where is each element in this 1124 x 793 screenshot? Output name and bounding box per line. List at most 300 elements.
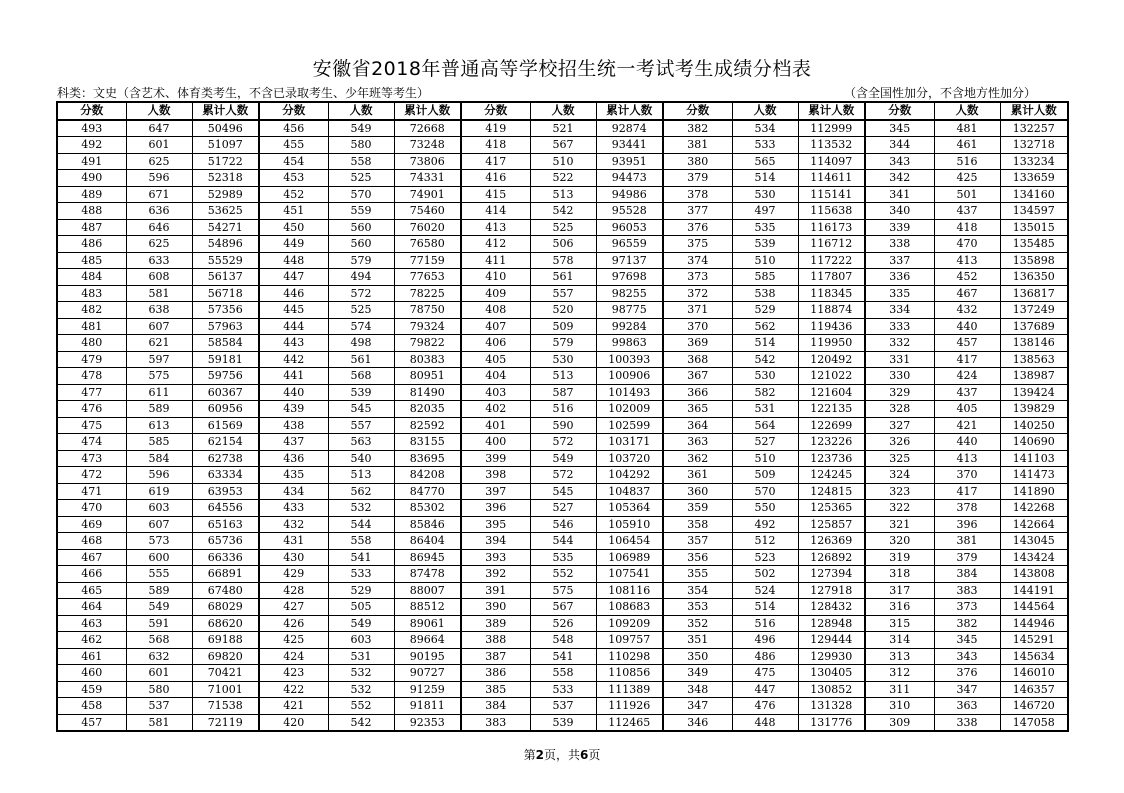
table-cell: 115141 — [798, 186, 865, 203]
table-cell: 83695 — [394, 450, 461, 467]
table-cell: 585 — [126, 434, 192, 451]
table-cell: 146720 — [1000, 698, 1068, 715]
table-cell: 561 — [328, 351, 394, 368]
table-cell: 361 — [663, 467, 732, 484]
table-cell: 347 — [663, 698, 732, 715]
table-cell: 82035 — [394, 401, 461, 418]
table-cell: 529 — [328, 582, 394, 599]
table-cell: 370 — [663, 318, 732, 335]
table-cell: 463 — [57, 615, 126, 632]
table-cell: 549 — [530, 450, 596, 467]
table-cell: 345 — [934, 632, 1000, 649]
table-cell: 383 — [934, 582, 1000, 599]
table-cell: 80951 — [394, 368, 461, 385]
table-cell: 597 — [126, 351, 192, 368]
table-cell: 349 — [663, 665, 732, 682]
table-cell: 102599 — [596, 417, 663, 434]
table-cell: 143045 — [1000, 533, 1068, 550]
table-cell: 398 — [461, 467, 530, 484]
table-row — [57, 582, 1068, 599]
table-cell: 561 — [530, 269, 596, 286]
table-cell: 137249 — [1000, 302, 1068, 319]
table-cell: 560 — [328, 236, 394, 253]
table-cell: 531 — [732, 401, 798, 418]
table-cell: 124815 — [798, 483, 865, 500]
table-row — [57, 186, 1068, 203]
table-cell: 405 — [934, 401, 1000, 418]
table-cell: 607 — [126, 318, 192, 335]
table-cell: 529 — [732, 302, 798, 319]
table-cell: 391 — [461, 582, 530, 599]
table-cell: 509 — [732, 467, 798, 484]
table-cell: 542 — [328, 714, 394, 731]
table-cell: 445 — [259, 302, 328, 319]
table-cell: 603 — [126, 500, 192, 517]
table-cell: 526 — [530, 615, 596, 632]
table-cell: 585 — [732, 269, 798, 286]
table-cell: 472 — [57, 467, 126, 484]
table-cell: 425 — [259, 632, 328, 649]
table-cell: 425 — [934, 170, 1000, 187]
table-cell: 131776 — [798, 714, 865, 731]
table-cell: 83155 — [394, 434, 461, 451]
table-cell: 117222 — [798, 252, 865, 269]
table-cell: 381 — [663, 137, 732, 154]
table-cell: 392 — [461, 566, 530, 583]
table-cell: 428 — [259, 582, 328, 599]
table-cell: 492 — [57, 137, 126, 154]
table-cell: 552 — [530, 566, 596, 583]
table-cell: 61569 — [192, 417, 259, 434]
column-header: 累计人数 — [596, 102, 663, 120]
table-cell: 549 — [328, 120, 394, 137]
column-header: 人数 — [530, 102, 596, 120]
table-cell: 133234 — [1000, 153, 1068, 170]
table-cell: 310 — [865, 698, 934, 715]
table-cell: 72119 — [192, 714, 259, 731]
table-cell: 376 — [663, 219, 732, 236]
table-cell: 444 — [259, 318, 328, 335]
column-header: 人数 — [126, 102, 192, 120]
table-cell: 368 — [663, 351, 732, 368]
table-row — [57, 203, 1068, 220]
table-cell: 525 — [328, 302, 394, 319]
table-cell: 338 — [934, 714, 1000, 731]
table-cell: 378 — [934, 500, 1000, 517]
table-cell: 552 — [328, 698, 394, 715]
table-cell: 68029 — [192, 599, 259, 616]
column-header: 人数 — [328, 102, 394, 120]
table-cell: 505 — [328, 599, 394, 616]
table-cell: 103171 — [596, 434, 663, 451]
table-cell: 448 — [259, 252, 328, 269]
table-cell: 93441 — [596, 137, 663, 154]
table-cell: 102009 — [596, 401, 663, 418]
table-row — [57, 450, 1068, 467]
table-cell: 108116 — [596, 582, 663, 599]
table-cell: 452 — [934, 269, 1000, 286]
table-cell: 99863 — [596, 335, 663, 352]
table-row — [57, 285, 1068, 302]
table-cell: 459 — [57, 681, 126, 698]
table-cell: 143424 — [1000, 549, 1068, 566]
table-cell: 581 — [126, 285, 192, 302]
table-cell: 461 — [57, 648, 126, 665]
table-cell: 350 — [663, 648, 732, 665]
table-cell: 73806 — [394, 153, 461, 170]
table-cell: 91259 — [394, 681, 461, 698]
table-cell: 316 — [865, 599, 934, 616]
table-cell: 441 — [259, 368, 328, 385]
table-cell: 432 — [934, 302, 1000, 319]
table-cell: 496 — [732, 632, 798, 649]
table-cell: 85302 — [394, 500, 461, 517]
table-cell: 531 — [328, 648, 394, 665]
table-cell: 138987 — [1000, 368, 1068, 385]
table-cell: 523 — [732, 549, 798, 566]
table-cell: 357 — [663, 533, 732, 550]
table-cell: 575 — [126, 368, 192, 385]
table-cell: 380 — [663, 153, 732, 170]
table-cell: 550 — [732, 500, 798, 517]
table-cell: 132257 — [1000, 120, 1068, 137]
table-cell: 480 — [57, 335, 126, 352]
table-row — [57, 368, 1068, 385]
table-cell: 563 — [328, 434, 394, 451]
page-footer — [0, 746, 1124, 763]
table-cell: 320 — [865, 533, 934, 550]
table-cell: 457 — [57, 714, 126, 731]
table-cell: 144191 — [1000, 582, 1068, 599]
table-cell: 144946 — [1000, 615, 1068, 632]
table-cell: 458 — [57, 698, 126, 715]
table-row — [57, 351, 1068, 368]
table-cell: 557 — [530, 285, 596, 302]
table-cell: 109209 — [596, 615, 663, 632]
table-cell: 128432 — [798, 599, 865, 616]
table-cell: 580 — [126, 681, 192, 698]
table-cell: 124245 — [798, 467, 865, 484]
table-cell: 475 — [57, 417, 126, 434]
table-cell: 406 — [461, 335, 530, 352]
table-cell: 438 — [259, 417, 328, 434]
table-cell: 379 — [663, 170, 732, 187]
column-header: 分数 — [461, 102, 530, 120]
table-cell: 373 — [934, 599, 1000, 616]
score-distribution-table — [56, 101, 1069, 732]
table-cell: 384 — [934, 566, 1000, 583]
table-cell: 311 — [865, 681, 934, 698]
table-cell: 132718 — [1000, 137, 1068, 154]
table-cell: 120492 — [798, 351, 865, 368]
table-cell: 126892 — [798, 549, 865, 566]
table-cell: 510 — [732, 252, 798, 269]
table-cell: 568 — [328, 368, 394, 385]
table-row — [57, 318, 1068, 335]
table-cell: 486 — [57, 236, 126, 253]
table-cell: 477 — [57, 384, 126, 401]
table-cell: 452 — [259, 186, 328, 203]
table-cell: 486 — [732, 648, 798, 665]
table-cell: 510 — [732, 450, 798, 467]
table-cell: 467 — [934, 285, 1000, 302]
table-cell: 363 — [934, 698, 1000, 715]
table-cell: 558 — [328, 533, 394, 550]
table-cell: 146357 — [1000, 681, 1068, 698]
table-cell: 562 — [328, 483, 394, 500]
table-cell: 126369 — [798, 533, 865, 550]
table-cell: 485 — [57, 252, 126, 269]
table-cell: 555 — [126, 566, 192, 583]
column-header: 分数 — [57, 102, 126, 120]
table-cell: 136817 — [1000, 285, 1068, 302]
table-cell: 537 — [126, 698, 192, 715]
table-cell: 139829 — [1000, 401, 1068, 418]
table-row — [57, 698, 1068, 715]
current-page-number: 2 — [535, 748, 544, 762]
table-cell: 329 — [865, 384, 934, 401]
table-cell: 137689 — [1000, 318, 1068, 335]
table-cell: 142268 — [1000, 500, 1068, 517]
table-cell: 470 — [57, 500, 126, 517]
table-cell: 542 — [530, 203, 596, 220]
table-cell: 340 — [865, 203, 934, 220]
table-cell: 440 — [934, 434, 1000, 451]
table-cell: 451 — [259, 203, 328, 220]
table-cell: 347 — [934, 681, 1000, 698]
table-cell: 334 — [865, 302, 934, 319]
table-cell: 403 — [461, 384, 530, 401]
table-cell: 335 — [865, 285, 934, 302]
table-cell: 434 — [259, 483, 328, 500]
table-cell: 127918 — [798, 582, 865, 599]
table-cell: 133659 — [1000, 170, 1068, 187]
column-header: 累计人数 — [394, 102, 461, 120]
table-cell: 352 — [663, 615, 732, 632]
table-cell: 131328 — [798, 698, 865, 715]
table-cell: 530 — [732, 368, 798, 385]
table-cell: 356 — [663, 549, 732, 566]
table-cell: 396 — [934, 516, 1000, 533]
table-cell: 57356 — [192, 302, 259, 319]
table-cell: 546 — [530, 516, 596, 533]
table-row — [57, 219, 1068, 236]
table-cell: 92874 — [596, 120, 663, 137]
table-row — [57, 170, 1068, 187]
table-cell: 491 — [57, 153, 126, 170]
table-cell: 489 — [57, 186, 126, 203]
table-cell: 453 — [259, 170, 328, 187]
table-cell: 76580 — [394, 236, 461, 253]
table-cell: 465 — [57, 582, 126, 599]
table-cell: 565 — [732, 153, 798, 170]
table-cell: 79822 — [394, 335, 461, 352]
table-cell: 134597 — [1000, 203, 1068, 220]
table-cell: 542 — [732, 351, 798, 368]
table-cell: 141473 — [1000, 467, 1068, 484]
table-cell: 112465 — [596, 714, 663, 731]
table-cell: 122699 — [798, 417, 865, 434]
table-cell: 360 — [663, 483, 732, 500]
table-cell: 56137 — [192, 269, 259, 286]
table-cell: 96559 — [596, 236, 663, 253]
table-cell: 89664 — [394, 632, 461, 649]
table-cell: 317 — [865, 582, 934, 599]
table-cell: 62154 — [192, 434, 259, 451]
table-cell: 363 — [663, 434, 732, 451]
table-cell: 473 — [57, 450, 126, 467]
table-cell: 67480 — [192, 582, 259, 599]
table-row — [57, 566, 1068, 583]
table-row — [57, 483, 1068, 500]
table-cell: 421 — [934, 417, 1000, 434]
table-cell: 373 — [663, 269, 732, 286]
table-cell: 129930 — [798, 648, 865, 665]
table-cell: 122135 — [798, 401, 865, 418]
table-cell: 440 — [259, 384, 328, 401]
table-cell: 51722 — [192, 153, 259, 170]
table-cell: 512 — [732, 533, 798, 550]
table-cell: 410 — [461, 269, 530, 286]
table-cell: 395 — [461, 516, 530, 533]
table-cell: 322 — [865, 500, 934, 517]
table-row — [57, 401, 1068, 418]
table-cell: 382 — [934, 615, 1000, 632]
table-cell: 596 — [126, 467, 192, 484]
table-cell: 401 — [461, 417, 530, 434]
table-cell: 394 — [461, 533, 530, 550]
table-cell: 57963 — [192, 318, 259, 335]
table-cell: 557 — [328, 417, 394, 434]
table-cell: 567 — [530, 137, 596, 154]
table-cell: 647 — [126, 120, 192, 137]
table-cell: 362 — [663, 450, 732, 467]
table-cell: 81490 — [394, 384, 461, 401]
table-cell: 541 — [328, 549, 394, 566]
table-cell: 138146 — [1000, 335, 1068, 352]
table-cell: 646 — [126, 219, 192, 236]
table-cell: 125365 — [798, 500, 865, 517]
table-cell: 510 — [530, 153, 596, 170]
table-cell: 77653 — [394, 269, 461, 286]
table-cell: 145291 — [1000, 632, 1068, 649]
table-cell: 325 — [865, 450, 934, 467]
table-cell: 385 — [461, 681, 530, 698]
table-cell: 75460 — [394, 203, 461, 220]
table-row — [57, 120, 1068, 137]
column-header: 人数 — [732, 102, 798, 120]
table-cell: 94986 — [596, 186, 663, 203]
table-cell: 89061 — [394, 615, 461, 632]
category-note: 科类：文史（含艺术、体育类考生，不含已录取考生、少年班等考生） — [57, 86, 430, 100]
table-row — [57, 434, 1068, 451]
table-cell: 358 — [663, 516, 732, 533]
table-cell: 488 — [57, 203, 126, 220]
table-cell: 130852 — [798, 681, 865, 698]
table-cell: 558 — [530, 665, 596, 682]
table-cell: 413 — [934, 450, 1000, 467]
table-cell: 492 — [732, 516, 798, 533]
table-cell: 70421 — [192, 665, 259, 682]
table-cell: 93951 — [596, 153, 663, 170]
table-cell: 366 — [663, 384, 732, 401]
table-cell: 65736 — [192, 533, 259, 550]
table-cell: 374 — [663, 252, 732, 269]
table-cell: 424 — [259, 648, 328, 665]
table-cell: 51097 — [192, 137, 259, 154]
table-cell: 527 — [732, 434, 798, 451]
table-row — [57, 384, 1068, 401]
table-cell: 367 — [663, 368, 732, 385]
table-cell: 63334 — [192, 467, 259, 484]
table-cell: 375 — [663, 236, 732, 253]
table-cell: 611 — [126, 384, 192, 401]
table-cell: 116712 — [798, 236, 865, 253]
table-cell: 533 — [530, 681, 596, 698]
table-cell: 98775 — [596, 302, 663, 319]
table-cell: 580 — [328, 137, 394, 154]
table-cell: 548 — [530, 632, 596, 649]
table-cell: 532 — [328, 500, 394, 517]
table-row — [57, 417, 1068, 434]
table-cell: 407 — [461, 318, 530, 335]
table-cell: 471 — [57, 483, 126, 500]
table-cell: 84208 — [394, 467, 461, 484]
table-cell: 418 — [461, 137, 530, 154]
table-cell: 431 — [259, 533, 328, 550]
table-cell: 447 — [259, 269, 328, 286]
table-cell: 54271 — [192, 219, 259, 236]
table-cell: 107541 — [596, 566, 663, 583]
table-cell: 411 — [461, 252, 530, 269]
table-cell: 470 — [934, 236, 1000, 253]
table-cell: 74331 — [394, 170, 461, 187]
table-cell: 55529 — [192, 252, 259, 269]
table-cell: 442 — [259, 351, 328, 368]
table-cell: 71538 — [192, 698, 259, 715]
table-cell: 501 — [934, 186, 1000, 203]
table-cell: 530 — [732, 186, 798, 203]
table-cell: 426 — [259, 615, 328, 632]
table-cell: 66336 — [192, 549, 259, 566]
table-cell: 621 — [126, 335, 192, 352]
table-row — [57, 549, 1068, 566]
table-cell: 607 — [126, 516, 192, 533]
table-cell: 413 — [461, 219, 530, 236]
table-cell: 417 — [934, 483, 1000, 500]
table-cell: 52989 — [192, 186, 259, 203]
table-cell: 92353 — [394, 714, 461, 731]
table-cell: 437 — [934, 384, 1000, 401]
table-cell: 94473 — [596, 170, 663, 187]
table-cell: 603 — [328, 632, 394, 649]
table-cell: 498 — [328, 335, 394, 352]
table-cell: 377 — [663, 203, 732, 220]
table-cell: 388 — [461, 632, 530, 649]
table-cell: 339 — [865, 219, 934, 236]
table-row — [57, 681, 1068, 698]
table-cell: 142664 — [1000, 516, 1068, 533]
table-cell: 433 — [259, 500, 328, 517]
table-body — [57, 120, 1068, 732]
table-cell: 513 — [530, 186, 596, 203]
table-cell: 88007 — [394, 582, 461, 599]
table-cell: 135485 — [1000, 236, 1068, 253]
table-cell: 379 — [934, 549, 1000, 566]
table-cell: 482 — [57, 302, 126, 319]
table-cell: 516 — [732, 615, 798, 632]
table-cell: 123736 — [798, 450, 865, 467]
